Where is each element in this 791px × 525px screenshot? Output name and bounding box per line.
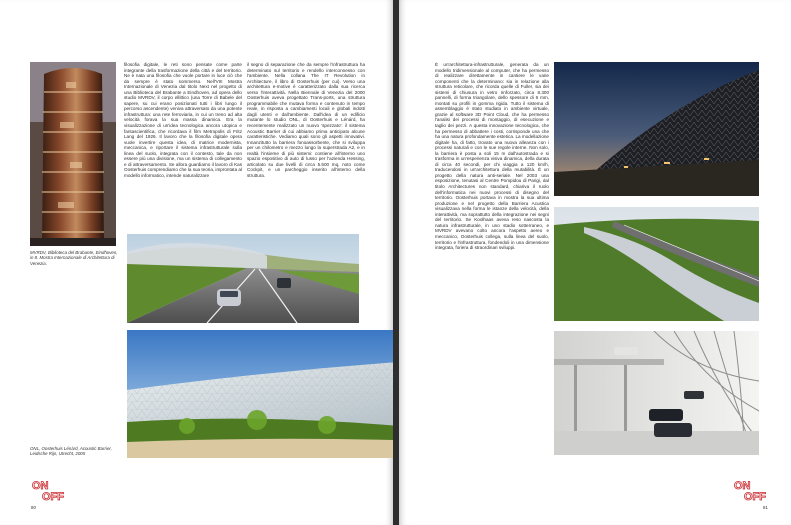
page-number-left: 80	[31, 505, 36, 510]
caption-library: MVRDV, Biblioteca del Brabante, Eindhoven, in 8. Mostra Internazionale di Architettura di Venezia.	[30, 250, 118, 266]
svg-text:OFF: OFF	[744, 491, 766, 502]
onoff-logo-left	[31, 478, 65, 502]
svg-text:ON: ON	[32, 480, 49, 492]
left-column-1	[124, 62, 242, 230]
aerial-barrier-photo	[554, 207, 759, 321]
night-barrier-photo	[554, 62, 759, 196]
onoff-logo-mark-right	[733, 478, 767, 502]
library-tower-photo	[30, 62, 116, 246]
left-page	[0, 0, 393, 525]
left-column-1-text: filosofia digitale, le reti sono pensate come parte integrante della trasformazione della città e del territorio. Ne è nata una filosofia che vuole portare in luce ciò che da sempre è stato sommerso. Nell'VIII Mostra Internazionale di Venezia dal titolo Next nel progetto di una Biblioteca del Brabante a Eindhoven, ad opera dello studio MVRDV, il corpo ellittico (una Torre di Babele del sapere, su cui erano posizionati tutti i libri lungo il percorso ascendente) veniva attraversato da una potente infrastruttura: una rete ferroviaria, in cui un treno ad alta velocità forava la sua massa dinamica. Era la visualizzazione di un'idea tecnologica ancora utopica e fantascientifica, che ricordava il film Metropolis di Fritz Lang del 1926. Il lavoro che la filosofia digitale opera vuole invertire questa idea, di matrice modernista, meccanica, e riportare il sistema infrastrutturale sulla linea del suolo, integrata con il contesto, tale da non essere più una divisione, ma un sistema di collegamento e di attraversamento. Se allora guardiamo il lavoro di Kas Oosterhuis comprendiamo che la sua teoria, improntata al modello informatico, intende naturalizzare	[124, 62, 242, 178]
caption-barrier: ONL, Oosterhuis Lénárd, Acoustic Barrier, Leidsche Rijn, Utrecht, 2005	[30, 446, 112, 457]
left-column-2	[247, 62, 365, 230]
right-column-text: È un'architettura-infrastrutturale, generata da un modello tridimensionale al computer, che ha permesso di realizzare direttamente in cantiere le varie componenti che la determinano: sia in relazione alla struttura reticolare, che ricorda quelle di Fuller, sia dei sistemi di chiusura in vetro rinforzato, circa 8.300 pannelli, di forma triangolare, dello spessore di 6 mm, montati su profili in gomma rigida. Tutto il sistema di assemblaggio è stato studiato in ambiente virtuale, grazie al software 3D Point Cloud, che ha permesso l'analisi dei processi di montaggio, di esecuzione e taglio dei pezzi. A questa innovazione tecnologica, che ha permesso di abbattere i costi, corrisponde una che ha una natura profondamente estetica. La modellazione digitale ha, di fatto, trovato una nuova alleanza con i processi naturali e con le sue regole interne. Non solo, la barriera è posta a soli 15 m dall'autostrada e si trasforma in un'esperienza visiva dinamica, della durata di circa 40 secondi, per chi viaggia a 120 km/h, traducendosi in un'architettura della mutabilità. È un progetto della natura anti-seriale. Nel 2003 una esposizione, tenutasi al Centre Pompidou di Parigi, dal titolo Architectures non standard, chiariva il ruolo dell'informatica nei nuovi processi di disegno del territorio. Oosterhuis portava in mostra la sua ultima produzione e nel progetto della Barriera Acustica visualizzava nella forma le istanze della velocità, della interattività, ma soprattutto della integrazione nei segni del territorio. Se Koolhaas aveva reso nascosta la natura infrastrutturale, in uno stadio sotterraneo, e MVRDV avevano colto ancora l'aspetto aereo e meccanico, Oosterhuis collega, sulla linea del suolo, territorio e l'infrastruttura, fondendoli in una dimensione integrata, foriera di straordinari sviluppi.	[435, 62, 549, 251]
svg-text:ON: ON	[734, 480, 751, 492]
left-column-2-text: il segno di separazione che da sempre l'infrastruttura ha determinato sul territorio e rendello interconnesso con l'ambiente. Nella collana The IT Revolution in Architecture, il libro di Oosterhuis (per cui). Verso una architettura e-motive è caratterizzato dalla sua ricerca verso l'interattività. Nella Biennale di Venezia del 2000 Oosterhuis aveva progettato Trans-ports, una struttura programmabile che mutava forma e contenuto in tempo reale, in risposta a cambiamenti locali e globali indotti dagli utenti e dall'ambiente. Dall'idea di un edificio mutante lo studio ONL, di Oosterhuis e Lénárd, ha recentemente realizzato un nuovo 'spezzato': il sistema Acoustic Barrier di cui abbiamo prima anticipato alcune caratteristiche. Vediamo quali sono gli aspetti innovativi. Innanzitutto la barriera fonoassorbente, che si sviluppa per un chilometro e mezzo lungo la superstrada A2, e in realtà l'insieme di più sistemi: contiene all'interno uno spazio espositivo di auto di lusso per l'azienda Hessing, articolato su due livelli di circa 5.500 mq, noto come Cockpit, e un parcheggio inserito all'interno della struttura.	[247, 62, 365, 178]
onoff-logo-mark	[31, 478, 65, 502]
onoff-logo-right	[733, 478, 767, 502]
svg-text:OFF: OFF	[42, 491, 64, 502]
showroom-interior-photo	[554, 331, 759, 455]
right-page	[399, 0, 791, 525]
page-number-right: 81	[763, 505, 768, 510]
right-column	[435, 62, 549, 324]
highway-photo	[127, 234, 359, 323]
acoustic-barrier-photo	[127, 330, 393, 458]
